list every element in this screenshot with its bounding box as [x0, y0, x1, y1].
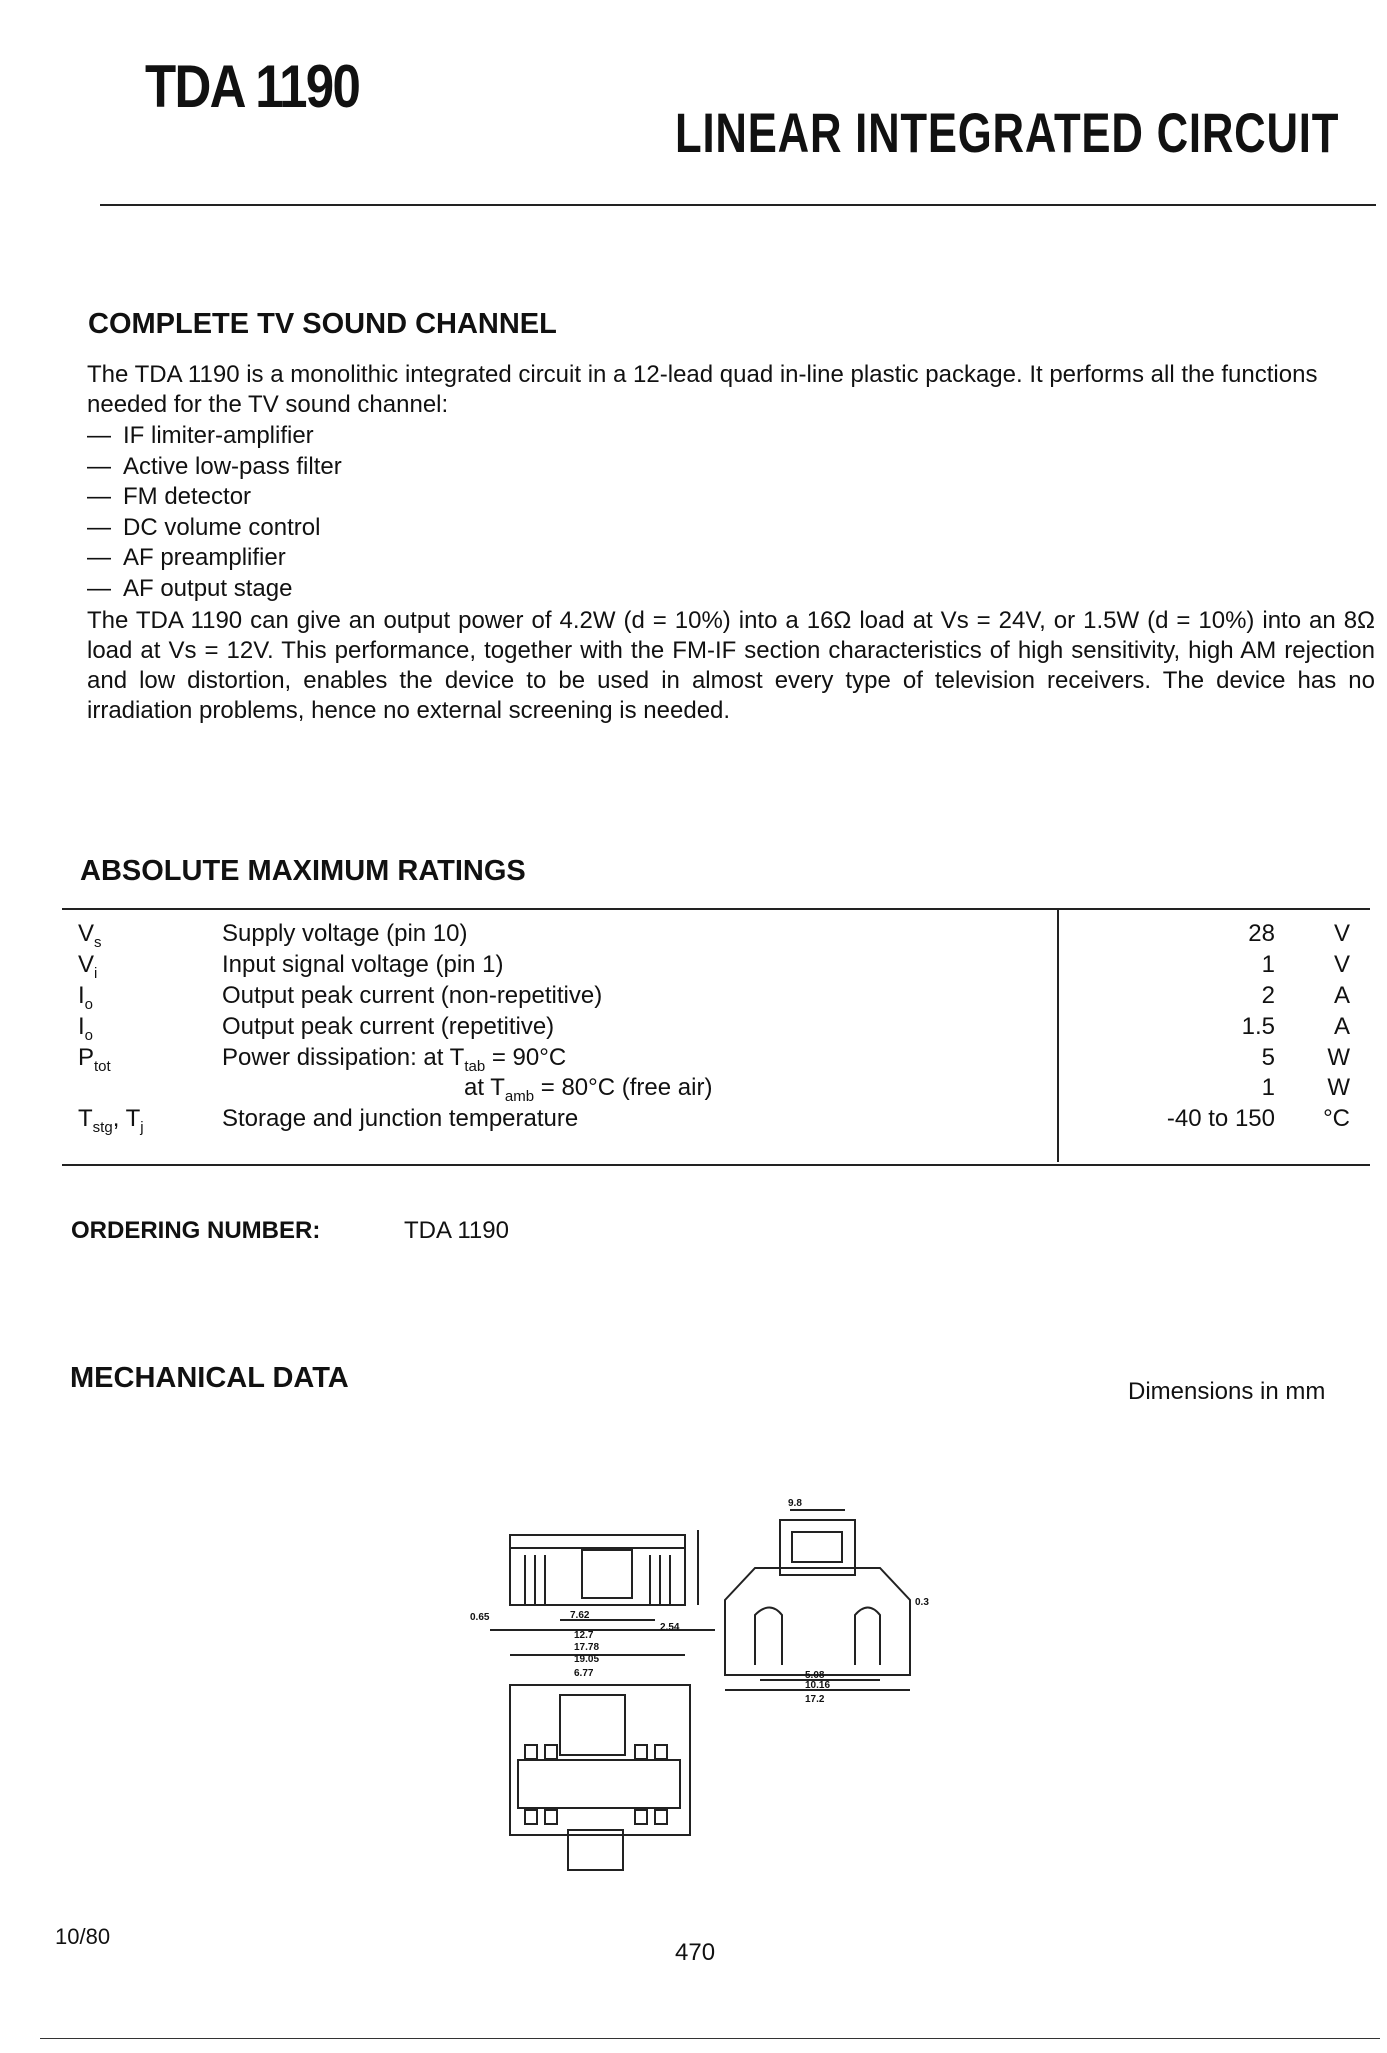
rating-unit: V: [1333, 951, 1350, 978]
ratings-table: [62, 908, 1370, 1166]
list-item: — Active low-pass filter: [87, 452, 342, 483]
dimension-label: 17.78: [574, 1642, 600, 1653]
rating-description: Power dissipation: at $T_{tab} = 90^\circ C$: [222, 1044, 567, 1075]
rating-description: Storage and junction temperature: [222, 1105, 579, 1132]
dimension-label: 7.62: [570, 1610, 590, 1621]
rating-unit: A: [1333, 1013, 1350, 1040]
rating-unit: A: [1333, 982, 1350, 1009]
section-heading-ratings: ABSOLUTE MAXIMUM RATINGS: [80, 855, 526, 887]
rating-value: -40 to 150: [1166, 1105, 1275, 1132]
ordering-number-value: TDA 1190: [404, 1217, 509, 1244]
dimension-label: 0.65: [470, 1612, 490, 1623]
rating-symbol: $T_{stg}$, $T_j$: [78, 1105, 144, 1136]
rating-value: 1: [1261, 1074, 1275, 1101]
side-view-package: [490, 1530, 715, 1655]
rating-symbol: $V_s$: [78, 920, 102, 951]
mechanical-drawing: [470, 1480, 960, 1880]
table-row: [62, 1013, 1370, 1043]
dimension-label: 5.08: [805, 1670, 825, 1681]
part-number: TDA 1190: [145, 53, 360, 120]
rating-symbol: $I_o$: [78, 1013, 94, 1044]
rating-description: Output peak current (non-repetitive): [222, 982, 603, 1009]
section-heading-tv-sound: COMPLETE TV SOUND CHANNEL: [88, 308, 557, 340]
dimension-label: 6.77: [574, 1668, 594, 1679]
rating-unit: W: [1327, 1074, 1350, 1101]
list-item: — FM detector: [87, 482, 342, 513]
table-row: [62, 982, 1370, 1012]
header-rule: [100, 204, 1376, 206]
table-row: [62, 1044, 1370, 1074]
dimension-label: 0.3: [915, 1597, 929, 1608]
list-item: — DC volume control: [87, 513, 342, 544]
rating-symbol: $P_{tot}$: [78, 1044, 111, 1075]
dimension-label: 17.2: [805, 1694, 825, 1705]
page-number: 470: [675, 1939, 716, 1966]
rating-unit: W: [1327, 1044, 1350, 1071]
top-view-package: [510, 1685, 690, 1870]
list-item: — IF limiter-amplifier: [87, 421, 342, 452]
footer-rule: [40, 2038, 1380, 2039]
rating-unit: °C: [1323, 1105, 1350, 1132]
ratings-column-divider: [1057, 908, 1059, 1162]
rating-value: 1.5: [1241, 1013, 1275, 1040]
rating-value: 5: [1261, 1044, 1275, 1071]
table-row: [62, 1074, 1370, 1104]
section-heading-mechanical: MECHANICAL DATA: [70, 1362, 349, 1394]
date-code: 10/80: [55, 1924, 111, 1949]
end-view-package: [725, 1510, 910, 1690]
rating-description: Supply voltage (pin 10): [222, 920, 468, 947]
rating-unit: V: [1333, 920, 1350, 947]
dimensions-note: Dimensions in mm: [1128, 1378, 1326, 1405]
dimension-label: 9.8: [788, 1498, 802, 1509]
table-row: [62, 951, 1370, 981]
table-row: [62, 1105, 1370, 1135]
rating-description: Input signal voltage (pin 1): [222, 951, 504, 978]
rating-symbol: $I_o$: [78, 982, 94, 1013]
document-type: LINEAR INTEGRATED CIRCUIT: [675, 101, 1340, 164]
intro-paragraph: [87, 360, 1375, 420]
dimension-label: 12.7: [574, 1630, 594, 1641]
rating-value: 1: [1261, 951, 1275, 978]
dimension-label: 19.05: [574, 1654, 600, 1665]
rating-description: at $T_{amb} = 80^\circ C$ (free air): [464, 1074, 713, 1105]
dimension-label: 10.16: [805, 1680, 831, 1691]
list-item: — AF preamplifier: [87, 543, 342, 574]
intro-text: The TDA 1190 is a monolithic integrated circuit in a 12-lead quad in-line plastic package. It performs all the functions needed for the TV sound channel:: [87, 361, 1318, 418]
performance-paragraph: The TDA 1190 can give an output power of 4.2W (d = 10%) into a 16Ω load at Vs = 24V, or 1.5W (d = 10%) into an 8Ω load at Vs = 12V. This performance, together with the FM-IF section characteristics of high sensitivity, high AM rejection and low distortion, enables the device to be used in almost every type of television receivers. The device has no irradiation problems, hence no external screening is needed.: [87, 607, 1375, 724]
table-row: [62, 920, 1370, 950]
rating-description: Output peak current (repetitive): [222, 1013, 555, 1040]
rating-value: 28: [1248, 920, 1275, 947]
list-item: — AF output stage: [87, 574, 342, 605]
rating-symbol: $V_i$: [78, 951, 98, 982]
feature-list: [87, 421, 342, 604]
ordering-number-label: ORDERING NUMBER:: [71, 1217, 321, 1244]
dimension-label: 2.54: [660, 1622, 680, 1633]
rating-value: 2: [1261, 982, 1275, 1009]
